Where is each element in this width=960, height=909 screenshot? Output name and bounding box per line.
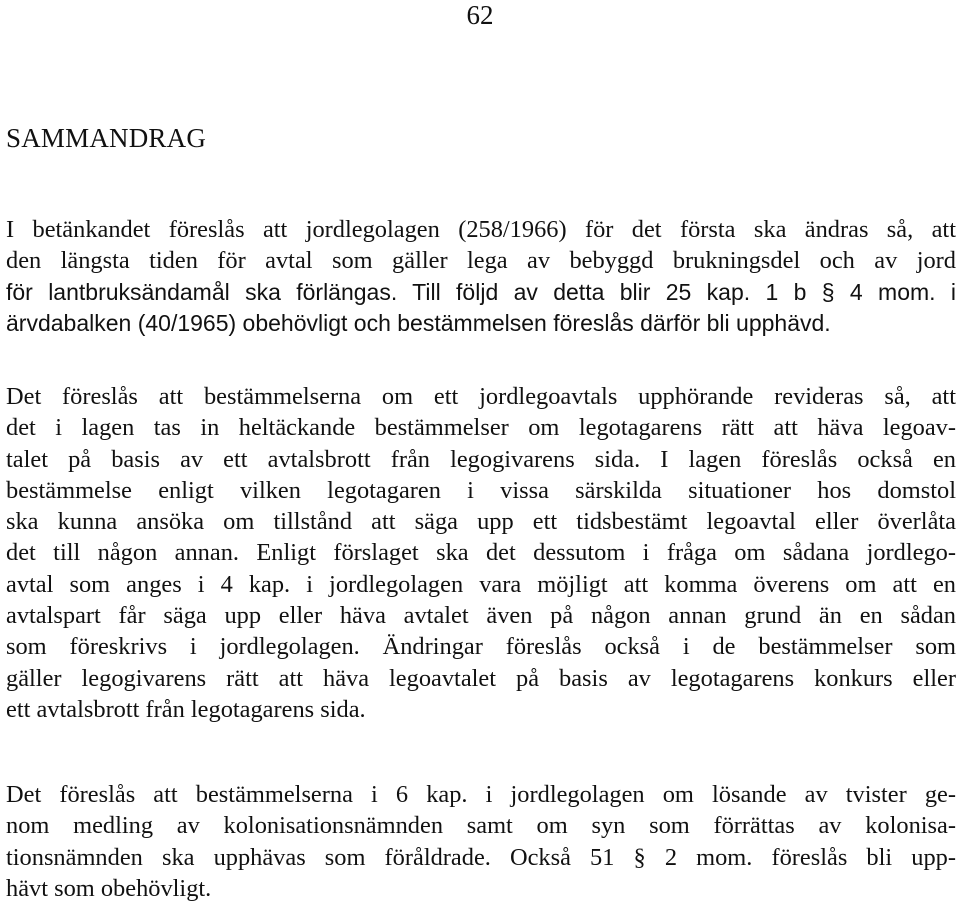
paragraph-2 bbox=[6, 381, 956, 725]
paragraph-line: talet på basis av ett avtalsbrott från legogivarens sida. I lagen föreslås också en bbox=[6, 445, 956, 473]
paragraph-line: ärvdabalken (40/1965) obehövligt och bestämmelsen föreslås därför bli upphävd. bbox=[6, 309, 831, 336]
page-number: 62 bbox=[466, 0, 494, 30]
paragraph-line: ska kunna ansöka om tillstånd att säga upp ett tidsbestämt legoavtal eller överlåta bbox=[6, 508, 956, 536]
paragraph-line: det till någon annan. Enligt förslaget ska det dessutom i fråga om sådana jordlego- bbox=[6, 539, 956, 567]
paragraph-line: I betänkandet föreslås att jordlegolagen (258/1966) för det första ska ändras så, att bbox=[6, 216, 956, 243]
paragraph-line: för lantbruksändamål ska förlängas. Till följd av detta blir 25 kap. 1 b § 4 mom. i bbox=[6, 278, 956, 305]
paragraph-line: Det föreslås att bestämmelserna om ett jordlegoavtals upphörande revideras så, att bbox=[6, 383, 956, 410]
paragraph-line: avtal som anges i 4 kap. i jordlegolagen vara möjligt att komma överens om att en bbox=[6, 570, 956, 598]
paragraph-line: hävt som obehövligt. bbox=[6, 874, 212, 902]
paragraph-line: nom medling av kolonisationsnämnden samt om syn som förrättas av kolonisa- bbox=[6, 812, 956, 840]
paragraph-line: gäller legogivarens rätt att häva legoavtalet på basis av legotagarens konkurs eller bbox=[6, 664, 956, 692]
paragraph-line: avtalspart får säga upp eller häva avtalet även på någon annan grund än en sådan bbox=[6, 602, 956, 630]
paragraph-line: Det föreslås att bestämmelserna i 6 kap. i jordlegolagen om lösande av tvister ge- bbox=[6, 781, 956, 808]
section-heading: SAMMANDRAG bbox=[6, 123, 207, 153]
paragraph-line: ett avtalsbrott från legotagarens sida. bbox=[6, 695, 366, 723]
paragraph-line: som föreskrivs i jordlegolagen. Ändringar föreslås också i de bestämmelser som bbox=[6, 633, 956, 661]
paragraph-line: bestämmelse enligt vilken legotagaren i vissa särskilda situationer hos domstol bbox=[6, 476, 956, 504]
paragraph-line: den längsta tiden för avtal som gäller lega av bebyggd brukningsdel och av jord bbox=[6, 247, 956, 275]
paragraph-1 bbox=[6, 214, 956, 339]
paragraph-line: det i lagen tas in heltäckande bestämmelser om legotagarens rätt att häva legoav- bbox=[6, 414, 956, 442]
paragraph-line: tionsnämnden ska upphävas som föråldrade. Också 51 § 2 mom. föreslås bli upp- bbox=[6, 843, 956, 871]
paragraph-3 bbox=[6, 779, 956, 904]
